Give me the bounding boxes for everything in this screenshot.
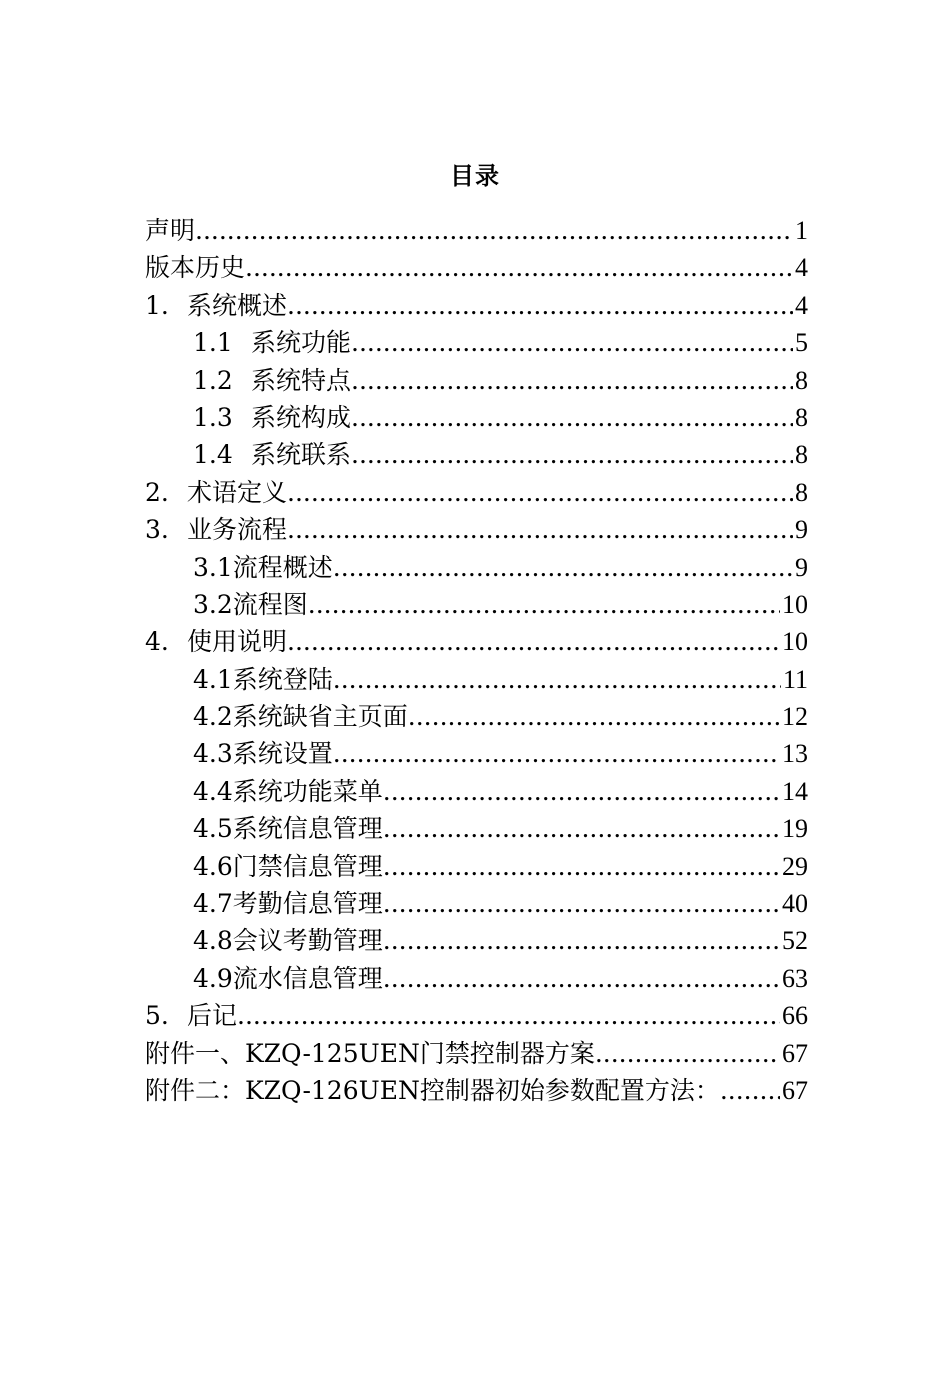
toc-leader-dots [383,922,780,959]
toc-entry[interactable] [145,549,808,586]
toc-entry-page: 10 [782,627,808,657]
toc-entry-number: 4.1 [193,664,233,694]
toc-entry-label: 附件一、KZQ-125UEN门禁控制器方案 [145,1038,595,1068]
toc-entry-page: 66 [782,1001,808,1031]
toc-entry-label: 流水信息管理 [232,963,383,993]
toc-list [145,212,808,1109]
toc-entry[interactable] [145,1035,808,1072]
toc-leader-dots [351,324,793,361]
toc-leader-dots [383,885,780,922]
toc-entry-label: 系统登陆 [232,664,333,694]
toc-entry[interactable] [145,960,808,997]
toc-entry-page: 11 [782,664,808,694]
toc-entry-label: 后记 [187,1001,238,1031]
toc-entry-number: 1.2 [193,365,233,395]
toc-entry-label: 系统功能 [251,328,352,358]
toc-entry-label: 系统概述 [187,290,288,320]
toc-entry-number: 2. [145,477,169,507]
toc-entry-number: 4.3 [193,739,233,769]
toc-entry-number: 3.2 [193,589,233,619]
toc-entry-number: 1. [145,290,169,320]
toc-leader-dots [287,623,780,660]
toc-leader-dots [237,997,780,1034]
toc-entry-label: 系统信息管理 [232,814,383,844]
toc-entry-page: 8 [795,477,808,507]
toc-leader-dots [351,399,793,436]
toc-leader-dots [383,773,780,810]
toc-entry-number: 4.9 [193,963,233,993]
toc-entry[interactable] [145,623,808,660]
toc-entry[interactable] [145,698,808,735]
toc-leader-dots [383,848,780,885]
toc-entry-label: 系统构成 [251,402,352,432]
toc-leader-dots [308,586,780,623]
toc-leader-dots [333,735,780,772]
toc-leader-dots [287,511,793,548]
toc-entry-label: 术语定义 [187,477,288,507]
toc-entry-label: 业务流程 [187,515,288,545]
toc-entry[interactable] [145,1072,808,1109]
toc-leader-dots [333,549,793,586]
toc-entry[interactable] [145,735,808,772]
toc-entry-label: 系统功能菜单 [232,776,383,806]
toc-entry[interactable] [145,474,808,511]
toc-entry[interactable] [145,511,808,548]
toc-entry-label: 系统设置 [232,739,333,769]
toc-entry-label: 会议考勤管理 [232,926,383,956]
toc-leader-dots [287,474,793,511]
toc-entry[interactable] [145,586,808,623]
toc-entry[interactable] [145,324,808,361]
toc-entry-page: 12 [782,702,808,732]
toc-entry-label: 系统特点 [251,365,352,395]
toc-entry-number: 4.8 [193,926,233,956]
toc-leader-dots [595,1035,780,1072]
toc-entry[interactable] [145,848,808,885]
toc-entry-number: 4.4 [193,776,233,806]
toc-entry-label: 流程概述 [232,552,333,582]
toc-entry[interactable] [145,399,808,436]
toc-entry-page: 19 [782,814,808,844]
toc-entry-page: 9 [795,552,808,582]
toc-entry-number: 4. [145,627,169,657]
toc-entry[interactable] [145,885,808,922]
toc-entry-number: 1.3 [193,402,233,432]
toc-entry-page: 67 [782,1075,808,1105]
toc-entry[interactable] [145,362,808,399]
toc-entry-page: 1 [795,216,808,245]
toc-entry-page: 4 [795,253,808,283]
toc-leader-dots [195,212,793,249]
toc-entry[interactable] [145,810,808,847]
toc-entry-page: 8 [795,365,808,395]
toc-entry[interactable] [145,287,808,324]
toc-entry-label: 使用说明 [187,627,288,657]
toc-entry[interactable] [145,249,808,286]
toc-entry-page: 40 [782,889,808,919]
page-title: 目录 [450,161,500,190]
toc-entry-page: 52 [782,926,808,956]
toc-entry-page: 10 [782,589,808,619]
toc-entry-label: 流程图 [232,589,308,619]
toc-entry-label: 附件二：KZQ-126UEN控制器初始参数配置方法： [145,1075,720,1105]
toc-entry-number: 1.4 [193,440,233,470]
toc-leader-dots [383,810,780,847]
toc-entry-label: 门禁信息管理 [232,851,383,881]
toc-entry-number: 4.2 [193,702,233,732]
toc-entry-label: 系统缺省主页面 [232,702,408,732]
toc-entry-page: 13 [782,739,808,769]
toc-entry-label: 版本历史 [145,253,246,283]
toc-entry-page: 9 [795,515,808,545]
toc-leader-dots [720,1072,780,1109]
toc-entry-page: 5 [795,328,808,358]
toc-leader-dots [351,436,793,473]
toc-entry[interactable] [145,922,808,959]
toc-entry-page: 63 [782,963,808,993]
toc-entry-number: 4.7 [193,889,233,919]
toc-entry[interactable] [145,212,808,249]
toc-entry-number: 3.1 [193,552,233,582]
toc-entry-number: 1.1 [193,328,233,358]
toc-leader-dots [245,249,793,286]
toc-entry-number: 3. [145,515,169,545]
toc-entry[interactable] [145,773,808,810]
toc-leader-dots [351,362,793,399]
toc-leader-dots [333,661,781,698]
toc-entry[interactable] [145,661,808,698]
toc-entry-number: 4.6 [193,851,233,881]
toc-entry-page: 8 [795,440,808,470]
toc-entry-page: 4 [795,290,808,320]
toc-entry-page: 29 [782,851,808,881]
toc-entry-number: 4.5 [193,814,233,844]
toc-entry-label: 系统联系 [251,440,352,470]
toc-entry-page: 8 [795,402,808,432]
toc-entry-label: 声明 [145,216,196,245]
toc-entry[interactable] [145,436,808,473]
toc-entry-label: 考勤信息管理 [232,889,383,919]
toc-entry[interactable] [145,997,808,1034]
toc-entry-number: 5. [145,1001,169,1031]
toc-entry-page: 67 [782,1038,808,1068]
toc-entry-page: 14 [782,776,808,806]
toc-leader-dots [383,960,780,997]
toc-leader-dots [408,698,780,735]
toc-leader-dots [287,287,793,324]
